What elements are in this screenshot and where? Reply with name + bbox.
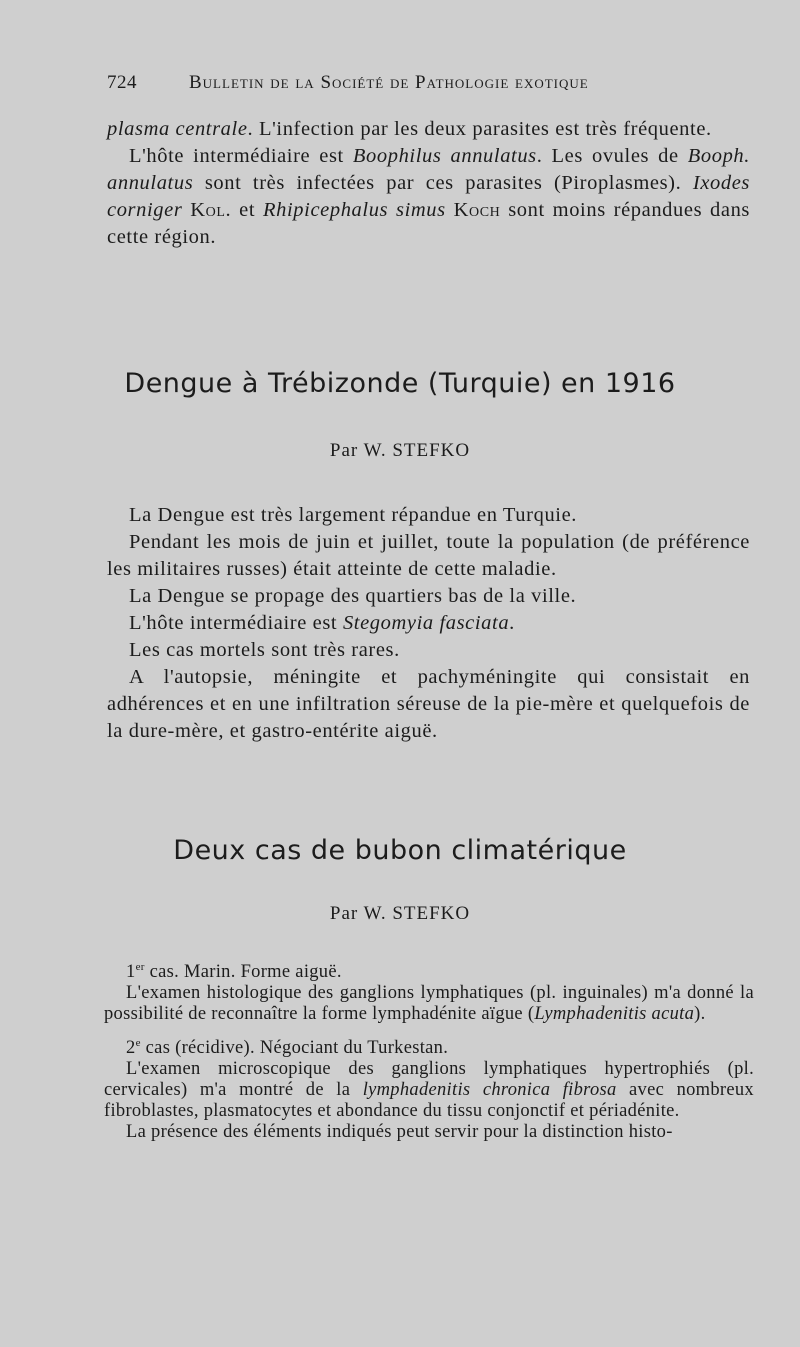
- italic-term: Booph. annulatus: [107, 145, 750, 194]
- ordinal-suffix: er: [135, 960, 145, 973]
- case-1-heading: [104, 962, 754, 983]
- ordinal-suffix: e: [135, 1036, 141, 1049]
- italic-term: Boophilus annulatus: [352, 145, 537, 167]
- running-header: [107, 72, 757, 94]
- text-run: sont très infectées par ces parasites (Piroplasmes).: [193, 172, 693, 194]
- author-abbrev: Kol.: [190, 199, 232, 221]
- closing-paragraph: La présence des éléments indiqués peut servir pour la distinction histo-: [126, 1122, 673, 1142]
- italic-term: lymphadenitis chronica fibrosa: [362, 1080, 617, 1100]
- text-run: ).: [694, 1004, 706, 1024]
- paragraph: La Dengue est très largement répandue en Turquie.: [129, 504, 578, 526]
- italic-term: Lymphadenitis acuta: [534, 1004, 695, 1024]
- italic-term: Stegomyia fasciata: [342, 612, 510, 634]
- text-run: . L'infection par les deux parasites est très fréquente.: [247, 118, 712, 140]
- case-2-paragraph: [104, 1059, 754, 1122]
- page-number: 724: [107, 72, 137, 93]
- article-1-body: [107, 502, 750, 745]
- italic-term: Rhipicephalus simus: [263, 199, 446, 221]
- text-run: cas (récidive). Négociant du Turkestan.: [140, 1038, 449, 1058]
- paragraph: A l'autopsie, méningite et pachyméningite qui consistait en adhérences et en une infiltration séreuse de la pie-mère et quelquefois de la dure-mère, et gastro-entérite aiguë.: [107, 666, 750, 742]
- text-run: L'examen histologique des ganglions lymphatiques (pl. inguinales) m'a donné la possibilité de reconnaître la forme lymphadénite aïgue (: [104, 983, 754, 1024]
- journal-title: Bulletin de la Société de Pathologie exotique: [189, 72, 589, 93]
- case-number: 2: [126, 1038, 136, 1058]
- case-number: 1: [126, 962, 136, 982]
- text-run: cas. Marin. Forme aiguë.: [144, 962, 342, 982]
- text-run: L'examen microscopique des ganglions lymphatiques hypertrophiés (pl. cervicales) m'a montré de la: [104, 1059, 754, 1100]
- case-2-heading: [104, 1038, 754, 1059]
- continuation-paragraph-2: [107, 143, 750, 251]
- text-run: et: [231, 199, 264, 221]
- article-2-title: Deux cas de bubon climatérique: [173, 835, 627, 866]
- case-1-paragraph: [104, 983, 754, 1025]
- text-run: L'hôte intermédiaire est: [129, 612, 343, 634]
- article-2-body: [104, 962, 754, 1143]
- spacer: [104, 1025, 754, 1038]
- continuation-text: [107, 116, 750, 251]
- article-1-title: Dengue à Trébizonde (Turquie) en 1916: [124, 368, 676, 399]
- text-run: L'hôte intermédiaire est: [129, 145, 353, 167]
- continuation-paragraph-1: [107, 116, 750, 143]
- text-run: avec nombreux fibroblastes, plasmatocytes et abondance du tissu conjonctif et périadénite.: [104, 1080, 754, 1121]
- paragraph: Pendant les mois de juin et juillet, toute la population (de préférence les militaires russes) était atteinte de cette maladie.: [107, 531, 750, 580]
- author-abbrev: Koch: [453, 199, 501, 221]
- text-run: .: [509, 612, 515, 634]
- paragraph: [107, 610, 750, 637]
- article-1-author: Par W. STEFKO: [329, 440, 471, 461]
- italic-term: Ixodes corniger: [107, 172, 750, 221]
- italic-term: plasma centrale: [107, 118, 248, 140]
- text-run: sont moins répandues dans cette région.: [107, 199, 750, 248]
- paragraph: La Dengue se propage des quartiers bas de la ville.: [129, 585, 577, 607]
- article-2-author: Par W. STEFKO: [329, 903, 471, 924]
- paragraph: Les cas mortels sont très rares.: [129, 639, 400, 661]
- text-run: . Les ovules de: [536, 145, 688, 167]
